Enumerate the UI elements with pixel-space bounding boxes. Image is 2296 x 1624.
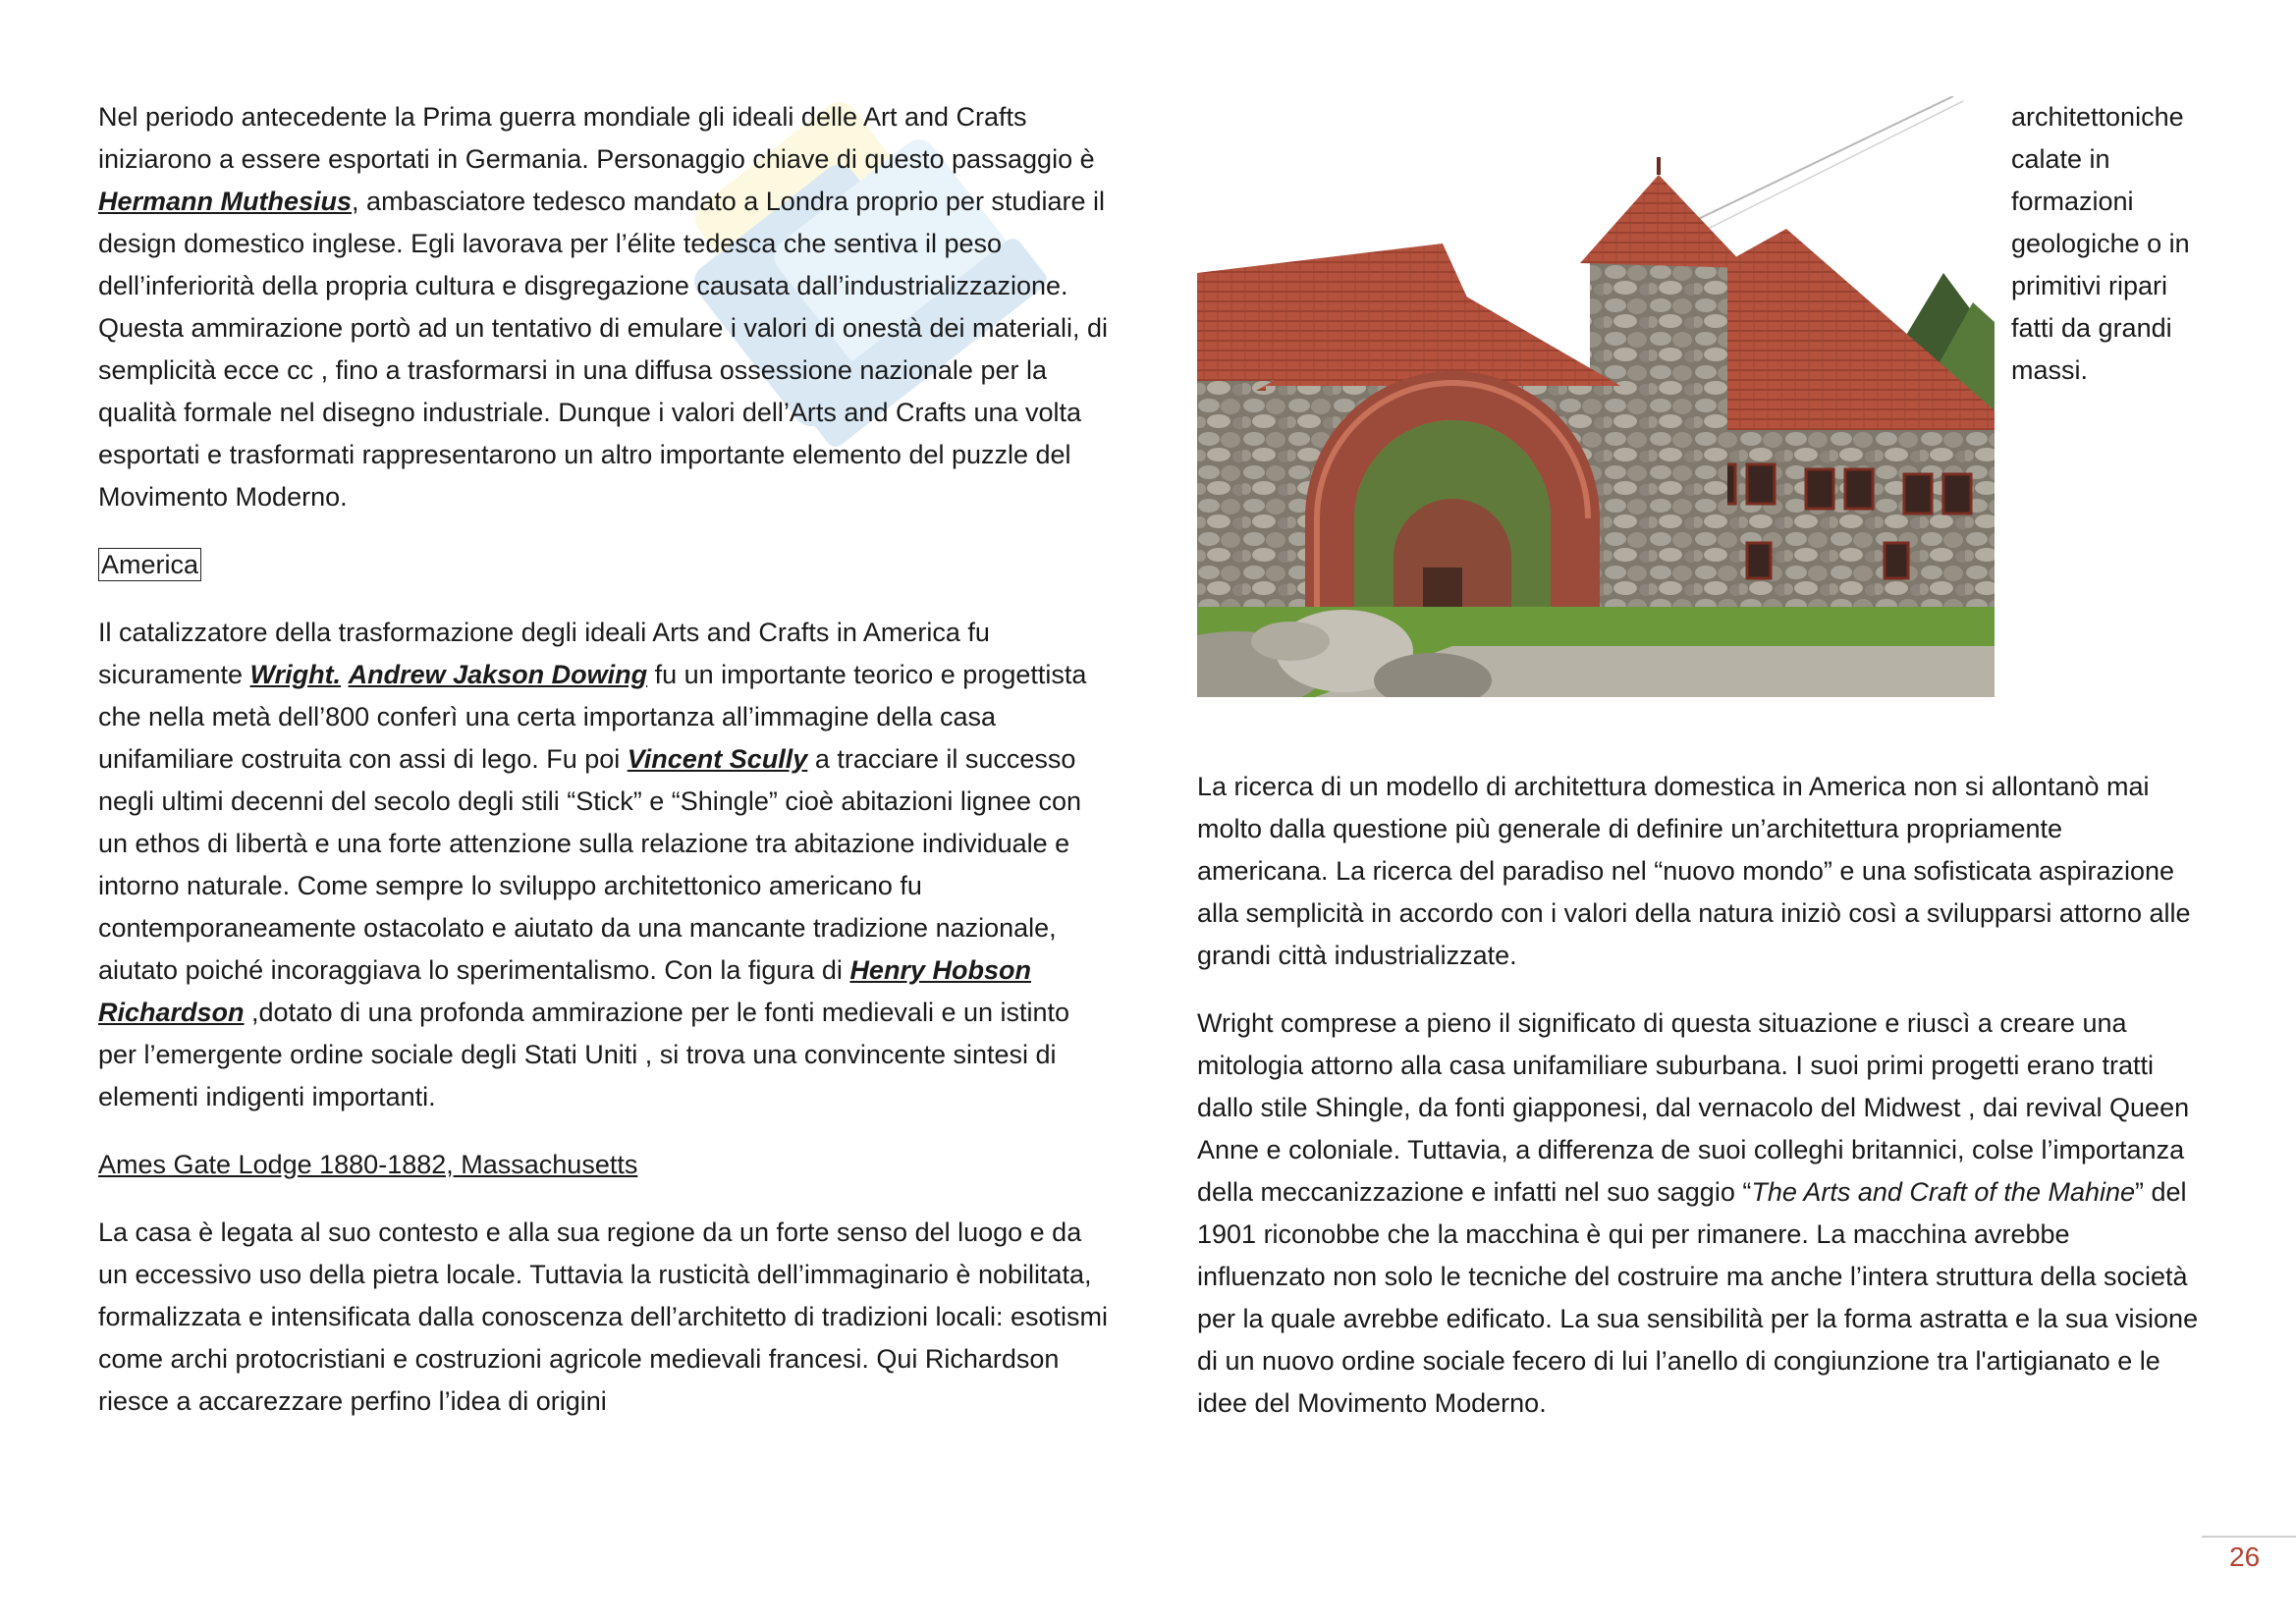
text-run: , ambasciatore tedesco mandato a Londra proprio per studiare il design domestico inglese. Egli lavorava per l’élite tedesca che sentiva il peso dell’inferiorità della propria cultura e disgregazione causata dall’industrializzazione. Questa ammirazione portò ad un tentativo di emulare i valori di onestà dei materiali, di semplicità ecce cc , fino a trasformarsi in una diffusa ossessione nazionale per la qualità formale nel disegno industriale. Dunque i valori dell’Arts and Crafts una volta esportati e trasformati rappresentarono un altro importante elemento del puzzle del Movimento Moderno. [98, 187, 1109, 512]
text-run [341, 660, 349, 689]
caption-line: formazioni [2011, 187, 2134, 216]
heading-america-wrap [98, 544, 1110, 586]
name-wright: Wright. [249, 660, 342, 689]
name-andrew-jakson-dowing: Andrew Jakson Dowing [348, 660, 648, 689]
caption-line: calate in [2011, 144, 2110, 174]
text-run: a tracciare il successo negli ultimi decenni del secolo degli stili “Stick” e “Shingle” cioè abitazioni lignee con un ethos di libertà e una forte attenzione sulla relazione tra abitazione individuale e intorno naturale. Come sempre lo sviluppo architettonico americano fu contemporaneamente ostacolato e aiutato da una mancante tradizione nazionale, aiutato poiché incoraggiava lo sperimentalismo. Con la figura di [98, 744, 1082, 985]
essay-title: The Arts and Craft of the Mahine [1751, 1177, 2136, 1207]
caption-line: primitivi ripari [2011, 271, 2168, 300]
page-number: 26 [2229, 1542, 2261, 1572]
name-henry-hobson-richardson: Henry Hobson Richardson [98, 955, 1031, 1027]
text-run: ,dotato di una profonda ammirazione per le fonti medievali e un istinto per l’emergente ordine sociale degli Stati Uniti , si trova una convincente sintesi di elementi indigenti importanti. [98, 998, 1070, 1111]
page-number-rule [2202, 1536, 2296, 1538]
paragraph-ames-gate-lodge: La casa è legata al suo contesto e alla sua regione da un forte senso del luogo e da un eccessivo uso della pietra locale. Tuttavia la rusticità dell’immaginario è nobilitata, formalizzata e intensificata dalla conoscenza dell’architetto di tradizioni locali: esotismi come archi protocristiani e costruzioni agricole medievali francesi. Qui Richardson riesce a accarezzare perfino l’idea di origini [98, 1218, 1109, 1416]
text-run: ” del 1901 riconobbe che la macchina è qui per rimanere. La macchina avrebbe influenzato non solo le tecniche del costruire ma anche l’intera struttura della società per la quale avrebbe edificato. La sua sensibilità per la forma astratta e la sua visione di un nuovo ordine sociale fecero di lui l’anello di congiunzione tra l'artigianato e le idee del Movimento Moderno. [1197, 1177, 2199, 1418]
text-run: Wright comprese a pieno il significato di questa situazione e riuscì a creare una mitologia attorno alla casa unifamiliare suburbana. I suoi primi progetti erano tratti dallo stile Shingle, da fonti giapponesi, dal vernacolo del Midwest , dai revival Queen Anne e coloniale. Tuttavia, a differenza de suoi colleghi britannici, colse l’importanza della meccanizzazione e infatti nel suo saggio “ [1197, 1008, 2190, 1207]
text-run: Nel periodo antecedente la Prima guerra mondiale gli ideali delle Art and Crafts iniziarono a essere esportati in Germania. Personaggio chiave di questo passaggio è [98, 102, 1095, 174]
caption-line: fatti da grandi [2011, 313, 2172, 343]
paragraph-muthesius [98, 96, 1110, 518]
right-column [1197, 766, 2199, 1425]
name-hermann-muthesius: Hermann Muthesius [98, 187, 353, 216]
heading-ames-gate-lodge-wrap [98, 1144, 1110, 1186]
text-run: fu un importante teorico e progettista che nella metà dell’800 conferì una certa importanza all’immagine della casa unifamiliare costruita con assi di lego. Fu poi [98, 660, 1087, 774]
ames-gate-lodge-photo [1197, 96, 1995, 697]
heading-ames-gate-lodge: Ames Gate Lodge 1880-1882, Massachusetts [98, 1150, 638, 1179]
heading-america: America [98, 548, 201, 581]
left-column [98, 96, 1110, 1423]
paragraph-america [98, 612, 1110, 1118]
name-vincent-scully: Vincent Scully [627, 744, 808, 774]
photo-side-caption [2011, 96, 2267, 392]
caption-line: massi. [2011, 355, 2089, 385]
text-run: Il catalizzatore della trasformazione degli ideali Arts and Crafts in America fu sicuramente [98, 618, 990, 689]
paragraph-american-architecture: La ricerca di un modello di architettura domestica in America non si allontanò mai molto dalla questione più generale di definire un’architettura propriamente americana. La ricerca del paradiso nel “nuovo mondo” e una sofisticata aspirazione alla semplicità in accordo con i valori della natura iniziò così a svilupparsi attorno alle grandi città industrializzate. [1197, 772, 2191, 970]
caption-line: architettoniche [2011, 102, 2184, 132]
paragraph-wright [1197, 1002, 2199, 1425]
caption-line: geologiche o in [2011, 229, 2190, 258]
